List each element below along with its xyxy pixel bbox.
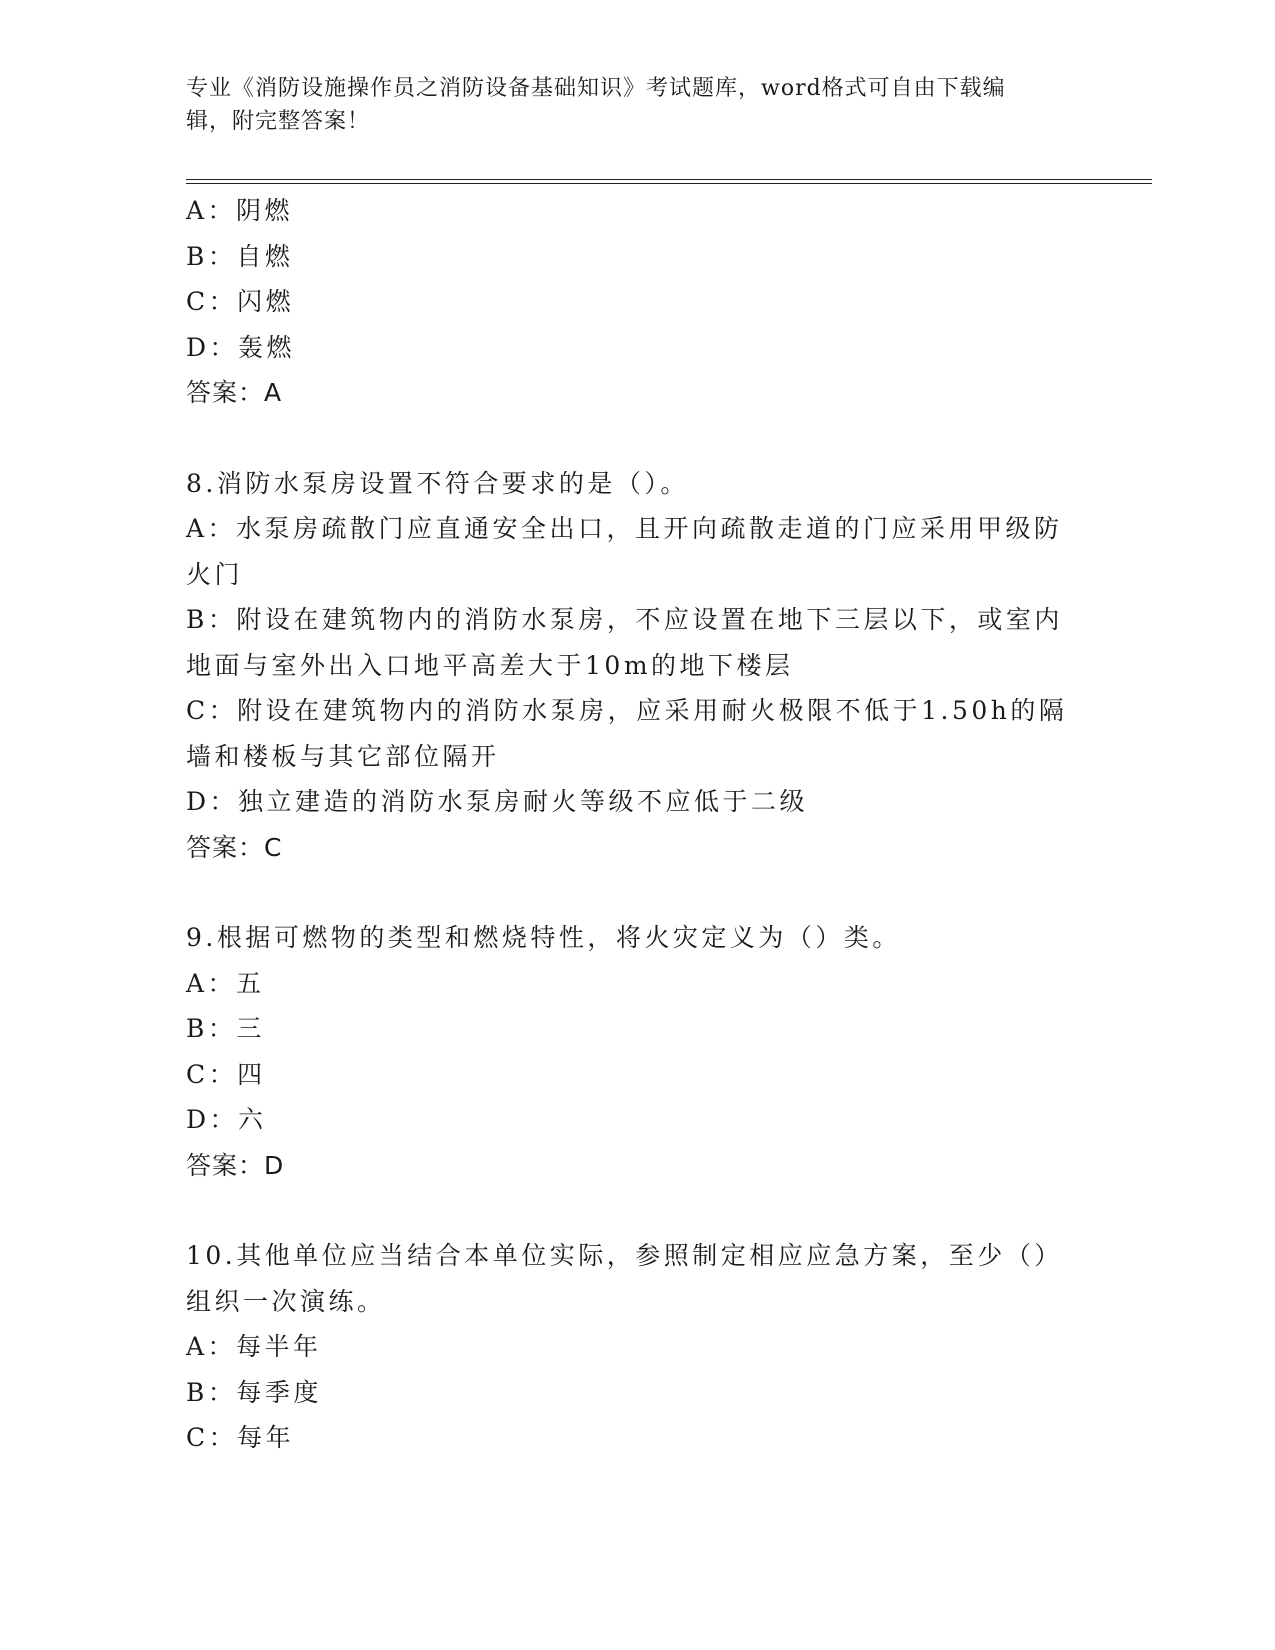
header-line-2: 辑，附完整答案！: [186, 109, 371, 134]
option-b-line-2: 地面与室外出入口地平高差大于10m的地下楼层: [186, 650, 794, 680]
option-c: C：四: [186, 1059, 266, 1089]
question-10: [186, 1233, 1086, 1461]
question-text: 9.根据可燃物的类型和燃烧特性，将火灾定义为（）类。: [186, 923, 901, 952]
option-b: B：自燃: [186, 241, 294, 271]
spacer: [186, 416, 1086, 461]
question-list: [186, 188, 1086, 1461]
question-8: [186, 461, 1086, 871]
question-text-line-1: 10.其他单位应当结合本单位实际，参照制定相应应急方案，至少（）: [186, 1241, 1063, 1270]
question-9: [186, 915, 1086, 1188]
header-divider-top: [186, 179, 1152, 180]
option-c-line-1: C：附设在建筑物内的消防水泵房，应采用耐火极限不低于1.50h的隔: [186, 696, 1068, 725]
option-a: A：五: [186, 968, 265, 998]
option-d: D：轰燃: [186, 332, 296, 362]
option-c: C：闪燃: [186, 287, 295, 316]
header-divider-bottom: [186, 183, 1152, 184]
spacer: [186, 870, 1086, 915]
answer: 答案：D: [186, 1150, 285, 1180]
option-d: D：独立建造的消防水泵房耐火等级不应低于二级: [186, 787, 809, 816]
option-a-line-1: A：水泵房疏散门应直通安全出口，且开向疏散走道的门应采用甲级防: [186, 514, 1063, 543]
document-header: [186, 72, 1086, 138]
option-c-line-2: 墙和楼板与其它部位隔开: [186, 741, 500, 771]
option-c: C：每年: [186, 1423, 295, 1452]
option-d: D：六: [186, 1105, 267, 1134]
header-line-1: 专业《消防设施操作员之消防设备基础知识》考试题库，word格式可自由下载编: [186, 76, 1006, 101]
answer: 答案：A: [186, 378, 283, 407]
option-a: A：每半年: [186, 1332, 322, 1361]
answer: 答案：C: [186, 832, 283, 862]
option-a: A：阴燃: [186, 196, 294, 225]
option-b: B：三: [186, 1014, 265, 1043]
question-7: [186, 188, 1086, 416]
option-b: B：每季度: [186, 1377, 322, 1407]
question-text: 8.消防水泵房设置不符合要求的是（）。: [186, 468, 689, 498]
option-b-line-1: B：附设在建筑物内的消防水泵房，不应设置在地下三层以下，或室内: [186, 605, 1063, 634]
option-a-line-2: 火门: [186, 559, 244, 589]
spacer: [186, 1188, 1086, 1233]
question-text-line-2: 组织一次演练。: [186, 1286, 386, 1316]
